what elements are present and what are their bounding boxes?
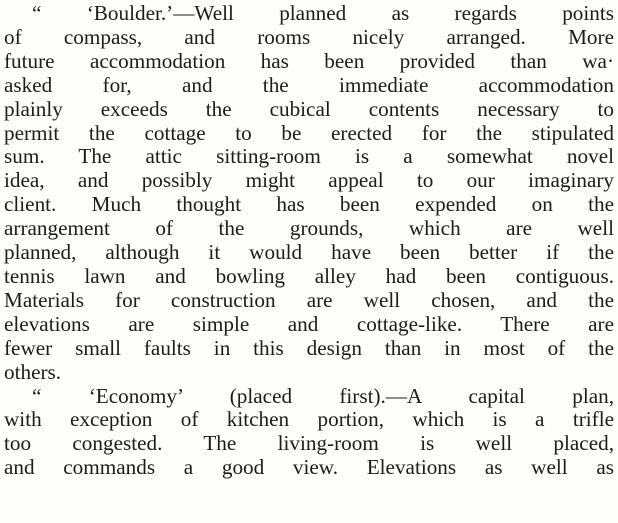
text-line: others. — [4, 359, 62, 384]
text-line: tennis lawn and bowling alley had been contiguous. — [4, 263, 614, 288]
text-line: “ ‘Economy’ (placed first).—A capital plan, — [32, 383, 614, 408]
text-line: permit the cottage to be erected for the stipulated — [4, 120, 614, 145]
text-line: elevations are simple and cottage-like. There are — [4, 311, 614, 336]
text-line: fewer small faults in this design than in most of the — [4, 335, 614, 360]
text-line: and commands a good view. Elevations as well as — [4, 455, 614, 480]
text-line: Materials for construction are well chosen, and the — [4, 287, 614, 312]
paragraph-economy — [4, 385, 614, 481]
text-line: planned, although it would have been better if the — [4, 240, 614, 265]
text-line: sum. The attic sitting-room is a somewhat novel — [4, 144, 614, 169]
text-line: “ ‘Boulder.’—Well planned as regards points — [32, 1, 614, 25]
text-line: with exception of kitchen portion, which is a trifle — [4, 407, 614, 432]
paragraph-boulder — [4, 2, 614, 385]
text-line: asked for, and the immediate accommodation — [4, 72, 614, 97]
text-line: client. Much thought has been expended on the — [4, 192, 614, 217]
text-column — [4, 2, 614, 480]
text-line: future accommodation has been provided than wa· — [4, 48, 614, 73]
text-line: plainly exceeds the cubical contents necessary to — [4, 96, 614, 121]
text-line: idea, and possibly might appeal to our imaginary — [4, 168, 614, 193]
text-line: of compass, and rooms nicely arranged. More — [4, 24, 614, 49]
text-line: arrangement of the grounds, which are well — [4, 216, 614, 241]
text-line: too congested. The living-room is well placed, — [4, 431, 614, 456]
